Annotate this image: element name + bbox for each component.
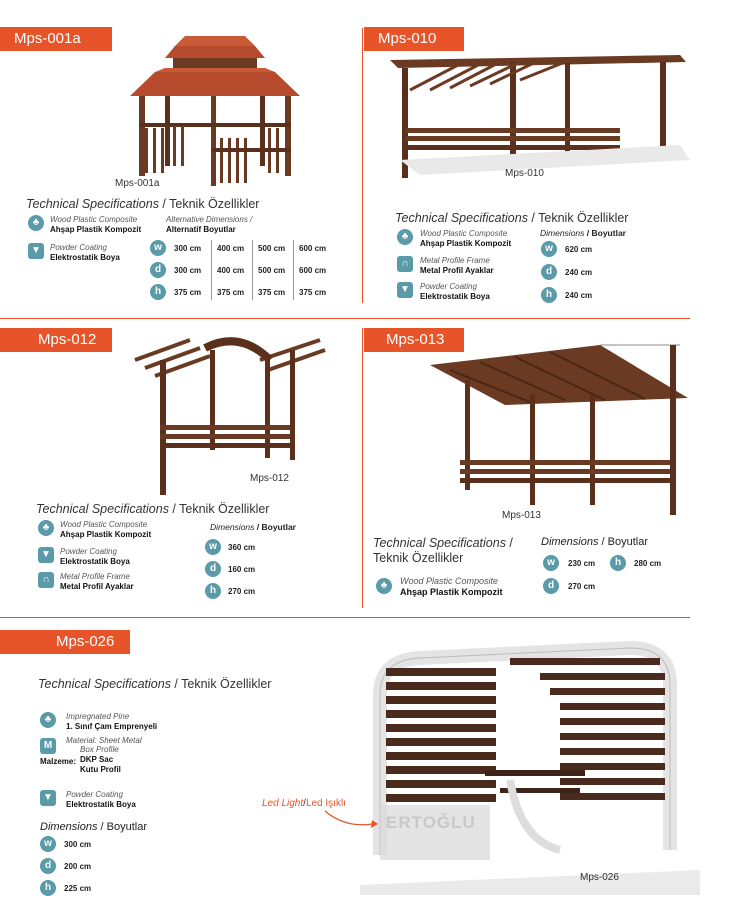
pine-tr: 1. Sınıf Çam Emprenyeli xyxy=(66,722,158,731)
p1-d-0: 300 cm xyxy=(174,266,202,275)
sep: / xyxy=(158,197,170,211)
wpc-tr: Ahşap Plastik Kompozit xyxy=(50,225,142,234)
powder-en: Powder Coating xyxy=(50,243,107,252)
wpc-tr: Ahşap Plastik Kompozit xyxy=(60,530,152,539)
p1-h-1: 375 cm xyxy=(217,288,245,297)
tech-tr: Teknik Özellikler xyxy=(373,551,464,565)
box-en: Box Profile xyxy=(80,745,119,754)
height-icon: h xyxy=(205,583,221,599)
arrow-icon xyxy=(320,808,380,833)
divider xyxy=(252,240,253,300)
product-tag-mps-012: Mps-012 xyxy=(0,328,112,352)
alt-dims-en: Alternative Dimensions / xyxy=(166,215,253,224)
p2-w: 620 cm xyxy=(565,245,593,254)
p1-w-1: 400 cm xyxy=(217,244,245,253)
dims-en: Dimensions xyxy=(541,536,599,548)
product-caption: Mps-012 xyxy=(250,473,289,484)
wpc-en: Wood Plastic Composite xyxy=(60,520,148,529)
powder-tr: Elektrostatik Boya xyxy=(50,253,120,262)
led-tr: Led Işıklı xyxy=(305,798,346,809)
p4-w: 230 cm xyxy=(568,559,596,568)
dims-heading xyxy=(210,522,296,532)
frame-en: Metal Profile Frame xyxy=(60,572,130,581)
width-icon: w xyxy=(205,539,221,555)
p3-d: 160 cm xyxy=(228,565,256,574)
row-divider xyxy=(0,617,690,618)
p4-d: 270 cm xyxy=(568,582,596,591)
sep: / xyxy=(303,798,306,809)
height-icon: h xyxy=(610,555,626,571)
powder-en: Powder Coating xyxy=(60,547,117,556)
frame-en: Metal Profile Frame xyxy=(420,256,490,265)
p3-h: 270 cm xyxy=(228,587,256,596)
height-icon: h xyxy=(541,287,557,303)
product-caption: Mps-001a xyxy=(115,178,160,189)
metal-icon: M xyxy=(40,738,56,754)
sep: / xyxy=(598,536,608,548)
frame-icon: ∩ xyxy=(397,256,413,272)
width-icon: w xyxy=(40,836,56,852)
wood-icon: ♣ xyxy=(28,215,44,231)
product-tag-mps-026: Mps-026 xyxy=(0,630,130,654)
p5-d: 200 cm xyxy=(64,862,92,871)
product-tag-mps-013: Mps-013 xyxy=(364,328,464,352)
wood-icon: ♣ xyxy=(376,578,392,594)
tech-tr: Teknik Özellikler xyxy=(538,211,629,225)
dims-tr: Boyutlar xyxy=(261,522,296,532)
tech-en: Technical Specifications xyxy=(36,502,169,516)
sep: / xyxy=(168,502,180,516)
product-caption: Mps-010 xyxy=(505,168,544,179)
product-tag-mps-010: Mps-010 xyxy=(364,27,464,51)
paint-icon: ▼ xyxy=(28,243,44,259)
tech-en: Technical Specifications xyxy=(26,197,159,211)
height-icon: h xyxy=(150,284,166,300)
p1-w-3: 600 cm xyxy=(299,244,327,253)
canopy-seating-image xyxy=(360,640,700,895)
p1-w-2: 500 cm xyxy=(258,244,286,253)
depth-icon: d xyxy=(541,264,557,280)
wpc-en: Wood Plastic Composite xyxy=(50,215,138,224)
p4-h: 280 cm xyxy=(634,559,662,568)
depth-icon: d xyxy=(150,262,166,278)
wood-icon: ♣ xyxy=(38,520,54,536)
tech-tr: Teknik Özellikler xyxy=(169,197,260,211)
width-icon: w xyxy=(543,555,559,571)
width-icon: w xyxy=(150,240,166,256)
row-divider xyxy=(0,318,690,319)
sep: / xyxy=(584,228,592,238)
column-divider xyxy=(362,28,363,303)
led-en: Led Light xyxy=(262,798,304,809)
frame-tr: Metal Profil Ayaklar xyxy=(60,582,134,591)
powder-tr: Elektrostatik Boya xyxy=(60,557,130,566)
p1-d-2: 500 cm xyxy=(258,266,286,275)
tech-spec-heading xyxy=(395,211,628,225)
wpc-tr: Ahşap Plastik Kompozit xyxy=(420,239,512,248)
dims-tr: Boyutlar xyxy=(607,536,648,548)
p3-w: 360 cm xyxy=(228,543,256,552)
tech-en: Technical Specifications xyxy=(373,536,506,550)
p5-w: 300 cm xyxy=(64,840,92,849)
tech-en: Technical Specifications xyxy=(395,211,528,225)
dims-heading xyxy=(540,228,626,238)
wood-icon: ♣ xyxy=(397,229,413,245)
product-caption: Mps-013 xyxy=(502,510,541,521)
depth-icon: d xyxy=(543,578,559,594)
depth-icon: d xyxy=(40,858,56,874)
wpc-tr: Ahşap Plastik Kompozit xyxy=(400,587,503,597)
p1-d-3: 600 cm xyxy=(299,266,327,275)
tech-spec-heading xyxy=(36,502,269,516)
tech-spec-heading xyxy=(26,197,259,211)
height-icon: h xyxy=(40,880,56,896)
pine-en: Impregnated Pine xyxy=(66,712,130,721)
kutu: Kutu Profil xyxy=(80,765,121,774)
sep: / xyxy=(527,211,539,225)
p5-h: 225 cm xyxy=(64,884,92,893)
malzeme-label: Malzeme: xyxy=(40,757,77,766)
shade-bench-image xyxy=(430,340,690,515)
dims-en: Dimensions xyxy=(540,228,585,238)
powder-tr: Elektrostatik Boya xyxy=(420,292,490,301)
tech-spec-heading xyxy=(38,677,271,691)
p1-h-3: 375 cm xyxy=(299,288,327,297)
powder-tr: Elektrostatik Boya xyxy=(66,800,136,809)
dims-tr: Boyutlar xyxy=(106,821,147,833)
paint-icon: ▼ xyxy=(40,790,56,806)
powder-en: Powder Coating xyxy=(420,282,477,291)
brand-text: ERTOĞLU xyxy=(386,813,476,832)
sep: / xyxy=(505,536,513,550)
p1-w-0: 300 cm xyxy=(174,244,202,253)
product-caption: Mps-026 xyxy=(580,872,619,883)
dims-tr: Boyutlar xyxy=(591,228,626,238)
wpc-en: Wood Plastic Composite xyxy=(400,576,499,586)
depth-icon: d xyxy=(205,561,221,577)
width-icon: w xyxy=(541,241,557,257)
tech-tr: Teknik Özellikler xyxy=(179,502,270,516)
pergola-bench-image xyxy=(390,50,690,180)
divider xyxy=(211,240,212,300)
material-en: Material: Sheet Metal xyxy=(66,736,142,745)
dims-heading xyxy=(541,536,648,548)
tech-en: Technical Specifications xyxy=(38,677,171,691)
dims-en: Dimensions xyxy=(210,522,255,532)
wood-icon: ♣ xyxy=(40,712,56,728)
p2-d: 240 cm xyxy=(565,268,593,277)
pergola-bench-image xyxy=(130,330,330,500)
sep: / xyxy=(97,821,107,833)
sac: DKP Sac xyxy=(80,755,114,764)
powder-en: Powder Coating xyxy=(66,790,123,799)
paint-icon: ▼ xyxy=(397,282,413,298)
frame-tr: Metal Profil Ayaklar xyxy=(420,266,494,275)
frame-icon: ∩ xyxy=(38,572,54,588)
gazebo-image xyxy=(125,28,305,188)
tech-tr: Teknik Özellikler xyxy=(181,677,272,691)
paint-icon: ▼ xyxy=(38,547,54,563)
p1-h-0: 375 cm xyxy=(174,288,202,297)
product-tag-mps-001a: Mps-001a xyxy=(0,27,112,51)
p2-h: 240 cm xyxy=(565,291,593,300)
sep: / xyxy=(170,677,182,691)
dims-heading xyxy=(40,821,147,833)
dims-en: Dimensions xyxy=(40,821,98,833)
alt-dims-tr: Alternatif Boyutlar xyxy=(166,225,236,234)
tech-spec-heading xyxy=(373,536,513,566)
sep: / xyxy=(254,522,262,532)
divider xyxy=(293,240,294,300)
column-divider xyxy=(362,328,363,608)
p1-h-2: 375 cm xyxy=(258,288,286,297)
wpc-en: Wood Plastic Composite xyxy=(420,229,508,238)
p1-d-1: 400 cm xyxy=(217,266,245,275)
